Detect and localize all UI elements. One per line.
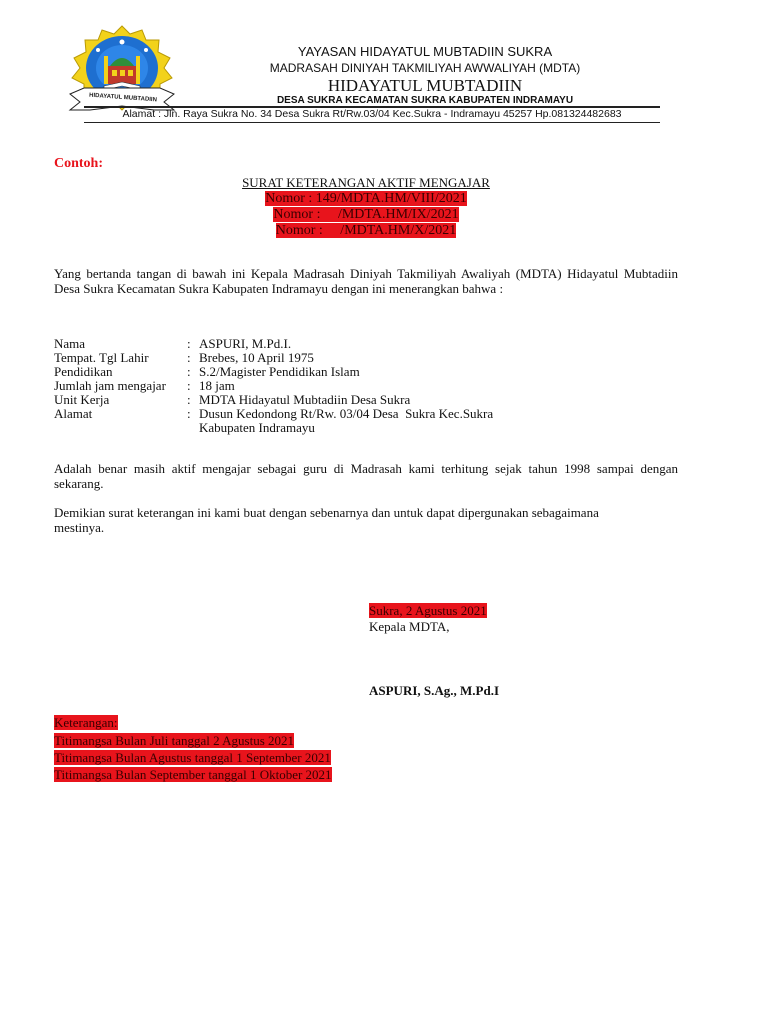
field-value: ASPURI, M.Pd.I.: [199, 336, 292, 351]
field-row: Nama : ASPURI, M.Pd.I.: [54, 336, 292, 351]
letter-number-1: [0, 191, 732, 207]
village-district: DESA SUKRA KECAMATAN SUKRA KABUPATEN INDRAMAYU: [276, 95, 574, 106]
closing-paragraph: Demikian surat keterangan ini kami buat dengan sebenarnya dan untuk dapat dipergunakan sebagaimana mestinya.: [54, 505, 599, 535]
letter-number-text: Nomor : 149/MDTA.HM/VIII/2021: [265, 191, 467, 206]
signature-place-date: [369, 603, 487, 618]
field-label: Jumlah jam mengajar: [54, 378, 166, 393]
field-label: Unit Kerja: [54, 392, 110, 407]
letter-title-text: SURAT KETERANGAN AKTIF MENGAJAR: [242, 175, 490, 190]
notes-heading: [54, 715, 118, 730]
field-label: Pendidikan: [54, 364, 113, 379]
school-logo: [64, 24, 180, 116]
letter-number-text: Nomor : /MDTA.HM/X/2021: [275, 223, 457, 238]
header-rule-bottom: [84, 122, 660, 123]
signatory-name: ASPURI, S.Ag., M.Pd.I: [369, 683, 500, 698]
field-label: Nama: [54, 336, 86, 351]
field-value: 18 jam: [199, 378, 235, 393]
field-value: Kabupaten Indramayu: [199, 420, 315, 435]
example-label: Contoh:: [54, 156, 104, 171]
field-value: Brebes, 10 April 1975: [199, 350, 314, 365]
field-value: MDTA Hidayatul Mubtadiin Desa Sukra: [199, 392, 411, 407]
place-date-text: Sukra, 2 Agustus 2021: [369, 603, 487, 618]
note-text: Titimangsa Bulan Juli tanggal 2 Agustus 2021: [54, 733, 295, 748]
notes-heading-text: Keterangan:: [54, 715, 118, 730]
letter-number-text: Nomor : /MDTA.HM/IX/2021: [273, 207, 459, 222]
letterhead-address: Alamat : Jln. Raya Sukra No. 34 Desa Sukra Rt/Rw.03/04 Kec.Sukra - Indramayu 45257 Hp.081324482683: [122, 108, 622, 120]
letter-title: [0, 175, 732, 191]
institution-name: HIDAYATUL MUBTADIIN: [327, 76, 523, 95]
field-label: Alamat: [54, 406, 93, 421]
field-row: Unit Kerja : MDTA Hidayatul Mubtadiin Desa Sukra: [54, 392, 411, 407]
note-item: [54, 767, 332, 782]
signature-position: Kepala MDTA,: [369, 619, 450, 634]
field-row: Pendidikan : S.2/Magister Pendidikan Islam: [54, 364, 360, 379]
field-label: Tempat. Tgl Lahir: [54, 350, 149, 365]
statement-paragraph: Adalah benar masih aktif mengajar sebagai guru di Madrasah kami terhitung sejak tahun 1998 sampai dengan sekarang.: [54, 461, 678, 491]
note-item: [54, 733, 294, 748]
field-value: Dusun Kedondong Rt/Rw. 03/04 Desa Sukra Kec.Sukra: [199, 406, 494, 421]
note-item: [54, 750, 331, 765]
field-row: Tempat. Tgl Lahir : Brebes, 10 April 1975: [54, 350, 314, 365]
field-row: Jumlah jam mengajar : 18 jam: [54, 378, 235, 393]
logo-ribbon-text: HIDAYATUL MUBTADIIN: [88, 92, 158, 104]
field-row: Alamat : Dusun Kedondong Rt/Rw. 03/04 Desa Sukra Kec.Sukra: [54, 406, 494, 421]
letter-number-3: [0, 223, 732, 239]
madrasah-name: MADRASAH DINIYAH TAKMILIYAH AWWALIYAH (MDTA): [269, 61, 581, 75]
intro-paragraph: Yang bertanda tangan di bawah ini Kepala Madrasah Diniyah Takmiliyah Awaliyah (MDTA) Hidayatul Mubtadiin Desa Sukra Kecamatan Sukra Kabupaten Indramayu dengan ini menerangkan bahwa :: [54, 266, 678, 296]
foundation-name: YAYASAN HIDAYATUL MUBTADIIN SUKRA: [297, 44, 553, 59]
letter-number-2: [0, 207, 732, 223]
note-text: Titimangsa Bulan Agustus tanggal 1 September 2021: [54, 750, 331, 765]
field-value: S.2/Magister Pendidikan Islam: [199, 364, 360, 379]
note-text: Titimangsa Bulan September tanggal 1 Oktober 2021: [54, 767, 332, 782]
field-row-continuation: [199, 420, 315, 435]
